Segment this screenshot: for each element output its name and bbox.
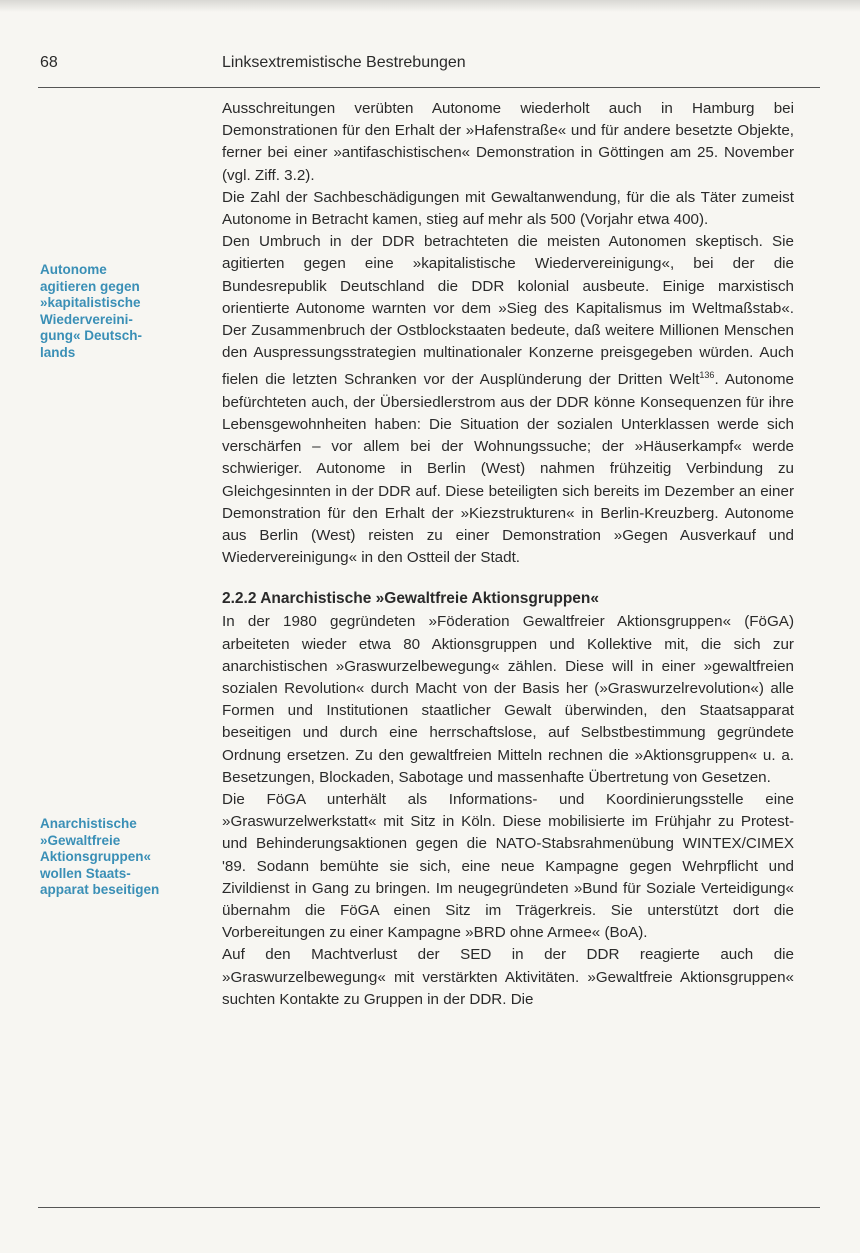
- margin-note-line: »kapitalistische: [40, 295, 141, 310]
- footer-divider: [38, 1207, 820, 1208]
- margin-note-line: Aktionsgruppen«: [40, 849, 152, 864]
- paragraph-foega: In der 1980 gegründeten »Föderation Gewaltfreier Aktionsgruppen« (FöGA) arbeiteten wieder etwa 80 Aktionsgruppen und Kollektive mit, die sich zur anarchistischen »Graswurzelbewegung« zählen. Diese will in einer »gewaltfreien sozialen Revolution« durch Macht von der Basis her (»Graswurzelrevolution«) alle Formen und Institutionen staatlicher Gewalt überwinden, den Staatsapparat beseitigen und durch eine herrschaftslose, auf Selbstbestimmung gegründete Ordnung ersetzen. Zu den gewaltfreien Mitteln rechnen die »Aktionsgruppen« u. a. Besetzungen, Blockaden, Sabotage und massenhafte Übertretung von Gesetzen.: [222, 613, 794, 786]
- running-title: Linksextremistische Bestrebungen: [222, 54, 466, 71]
- margin-note-line: »Gewaltfreie: [40, 832, 121, 848]
- margin-note-line: Autonome: [40, 262, 107, 277]
- margin-note-anarchistische: [40, 816, 200, 899]
- paragraph-text: Den Umbruch in der DDR betrachteten die meisten Autonomen skeptisch. Sie agitierten gegen eine »kapitalistische Wiedervereinigung«, bei der die Bundesrepublik Deutschland die DDR kolonial ausbeute. Einige marxistisch orientierte Autonome warnten vor dem »Sieg des Kapitalismus im Weltmaßstab«. Der Zusammenbruch der Ostblockstaaten bedeute, daß weitere Millionen Menschen den Auspressungsstrategien multinationaler Konzerne preisgegeben würden. Auch fielen die letzten Schranken vor der Ausplünderung der Dritten Welt: [222, 233, 794, 389]
- header-divider: [38, 87, 820, 88]
- body-text-column: [222, 98, 794, 1011]
- margin-note-line: Anarchistische: [40, 816, 137, 831]
- page-number: 68: [40, 54, 58, 71]
- paragraph-ausschreitungen: Ausschreitungen verübten Autonome wiederholt auch in Hamburg bei Demonstrationen für den Erhalt der »Hafenstraße« und für andere besetzte Objekte, ferner bei einer »antifaschistischen« Demonstration in Göttingen am 25. November (vgl. Ziff. 3.2).: [222, 100, 794, 184]
- margin-note-autonome: [40, 262, 200, 361]
- margin-note-line: apparat beseitigen: [40, 882, 160, 897]
- paragraph-machtverlust-sed: Auf den Machtverlust der SED in der DDR reagierte auch die »Graswurzelbewegung« mit verstärkten Aktivitäten. »Gewaltfreie Aktionsgruppen« suchten Kontakte zu Gruppen in der DDR. Die: [222, 946, 794, 1008]
- margin-note-line: agitieren gegen: [40, 278, 140, 294]
- paragraph-sachbeschaedigungen: Die Zahl der Sachbeschädigungen mit Gewaltanwendung, für die als Täter zumeist Autonome in Betracht kamen, stieg auf mehr als 500 (Vorjahr etwa 400).: [222, 188, 794, 229]
- page-top-shadow: [0, 0, 860, 12]
- margin-note-line: lands: [40, 344, 76, 360]
- section-heading: 2.2.2 Anarchistische »Gewaltfreie Aktionsgruppen«: [222, 590, 600, 608]
- margin-note-line: wollen Staats-: [40, 865, 131, 881]
- margin-note-line: Wiedervereini-: [40, 311, 133, 327]
- paragraph-umbruch-ddr: [222, 231, 794, 569]
- footnote-marker: 136: [699, 370, 715, 381]
- paragraph-graswurzelwerkstatt: Die FöGA unterhält als Informations- und Koordinierungsstelle eine »Graswurzelwerkstatt« mit Sitz in Köln. Diese mobilisierte im Frühjahr zu Protest- und Behinderungsaktionen gegen die NATO-Stabsrahmenübung WINTEX/CIMEX '89. Sodann bemühte sie sich, eine neue Kampagne gegen Wehrpflicht und Zivildienst in Gang zu bringen. Im neugegründeten »Bund für Soziale Verteidigung« übernahm die FöGA einen Sitz im Trägerkreis. Sie unterstützt dort die Vorbereitungen zu einer Kampagne »BRD ohne Armee« (BoA).: [222, 790, 794, 942]
- margin-note-line: gung« Deutsch-: [40, 328, 143, 343]
- paragraph-text: . Autonome befürchteten auch, der Übersiedlerstrom aus der DDR könne Konsequenzen für ihre Lebensgewohnheiten haben: Die Situation der sozialen Unterklassen werde sich verschärfen – vor allem bei der Wohnungssuche; der »Häuserkampf« werde schwieriger. Autonome in Berlin (West) nahmen frühzeitig Verbindung zu Gleichgesinnten in der DDR auf. Diese beteiligten sich bereits im Dezember an einer Demonstration für den Erhalt der »Kiezstrukturen« in Berlin-Kreuzberg. Autonome aus Berlin (West) reisten zu einer Demonstration »Gegen Ausverkauf und Wiedervereinigung« in den Ostteil der Stadt.: [222, 371, 794, 567]
